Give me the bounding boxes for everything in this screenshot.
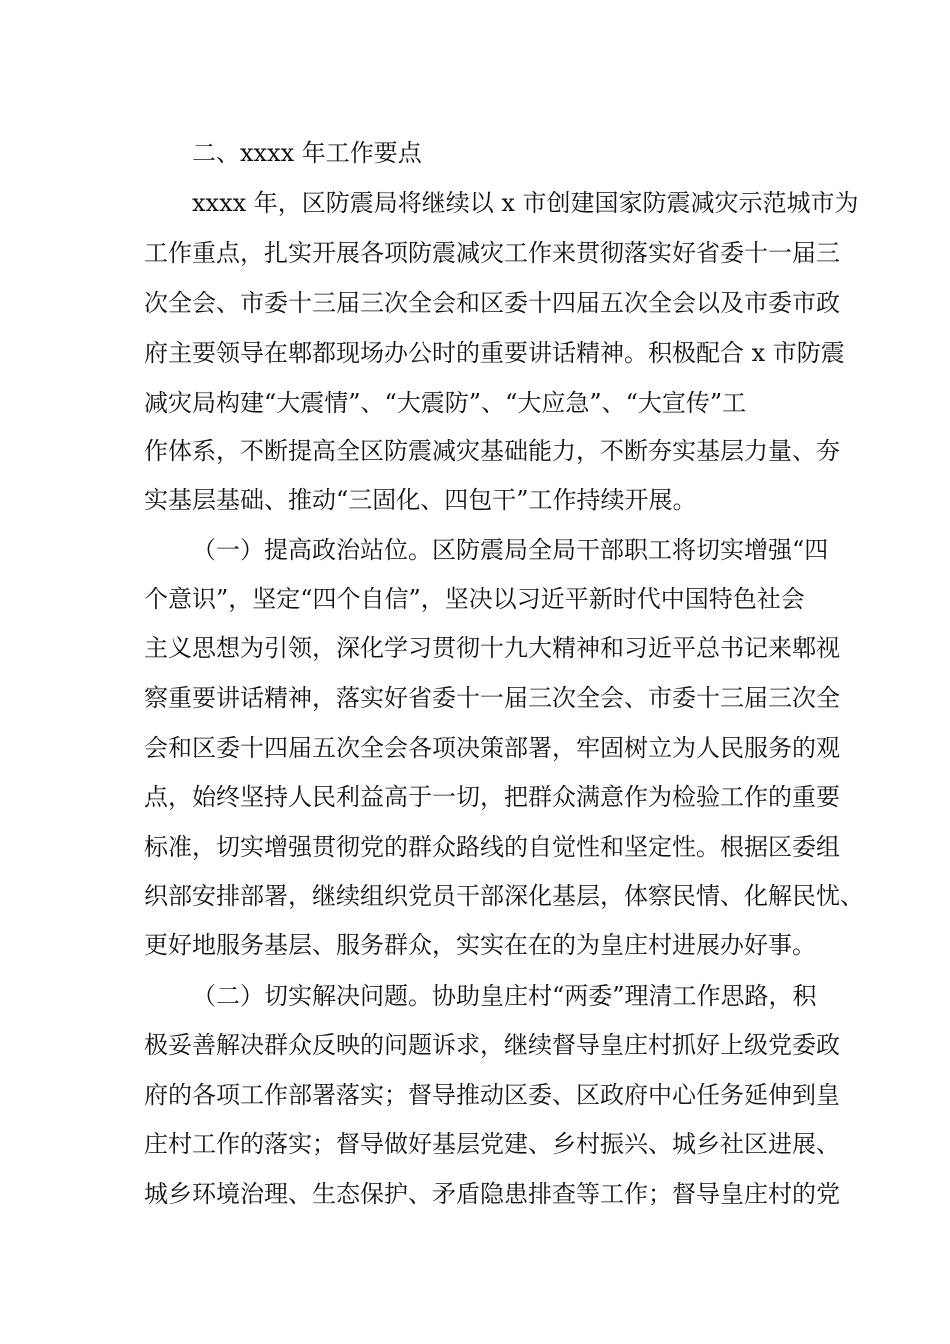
paragraph-line: 标准，切实增强贯彻党的群众路线的自觉性和坚定性。根据区委组 xyxy=(144,833,840,861)
paragraph-line: 会和区委十四届五次全会各项决策部署，牢固树立为人民服务的观 xyxy=(144,734,840,762)
section-heading: 二、xxxx 年工作要点 xyxy=(192,139,422,167)
paragraph-line: 更好地服务基层、服务群众，实实在在的为皇庄村进展办好事。 xyxy=(144,931,816,959)
paragraph-line: 极妥善解决群众反映的问题诉求，继续督导皇庄村抓好上级党委政 xyxy=(144,1031,840,1059)
paragraph-line: 城乡环境治理、生态保护、矛盾隐患排查等工作；督导皇庄村的党 xyxy=(144,1180,840,1208)
paragraph-line: 府主要领导在郫都现场办公时的重要讲话精神。积极配合 x 市防震 xyxy=(144,339,845,367)
paragraph-line: 个意识”，坚定“四个自信”，坚决以习近平新时代中国特色社会 xyxy=(144,585,805,613)
paragraph-line: 主义思想为引领，深化学习贯彻十九大精神和习近平总书记来郫视 xyxy=(144,634,840,662)
paragraph-line: 实基层基础、推动“三固化、四包干”工作持续开展。 xyxy=(144,486,697,514)
paragraph-line: 察重要讲话精神，落实好省委十一届三次全会、市委十三届三次全 xyxy=(144,684,840,712)
paragraph-line: （一）提高政治站位。区防震局全局干部职工将切实增强“四 xyxy=(192,536,829,564)
paragraph-line: 工作重点，扎实开展各项防震减灾工作来贯彻落实好省委十一届三 xyxy=(144,239,840,267)
paragraph-line: （二）切实解决问题。协助皇庄村“两委”理清工作思路，积 xyxy=(192,982,817,1010)
paragraph-line: 织部安排部署，继续组织党员干部深化基层，体察民情、化解民忧、 xyxy=(144,882,864,910)
paragraph-line: xxxx 年，区防震局将继续以 x 市创建国家防震减灾示范城市为 xyxy=(192,189,859,217)
paragraph-line: 庄村工作的落实；督导做好基层党建、乡村振兴、城乡社区进展、 xyxy=(144,1130,840,1158)
paragraph-line: 减灾局构建“大震情”、“大震防”、“大应急”、“大宣传”工 xyxy=(144,389,747,417)
paragraph-line: 府的各项工作部署落实；督导推动区委、区政府中心任务延伸到皇 xyxy=(144,1081,840,1109)
paragraph-line: 点，始终坚持人民利益高于一切，把群众满意作为检验工作的重要 xyxy=(144,783,840,811)
paragraph-line: 作体系，不断提高全区防震减灾基础能力，不断夯实基层力量、夯 xyxy=(144,437,840,465)
paragraph-line: 次全会、市委十三届三次全会和区委十四届五次全会以及市委市政 xyxy=(144,289,840,317)
